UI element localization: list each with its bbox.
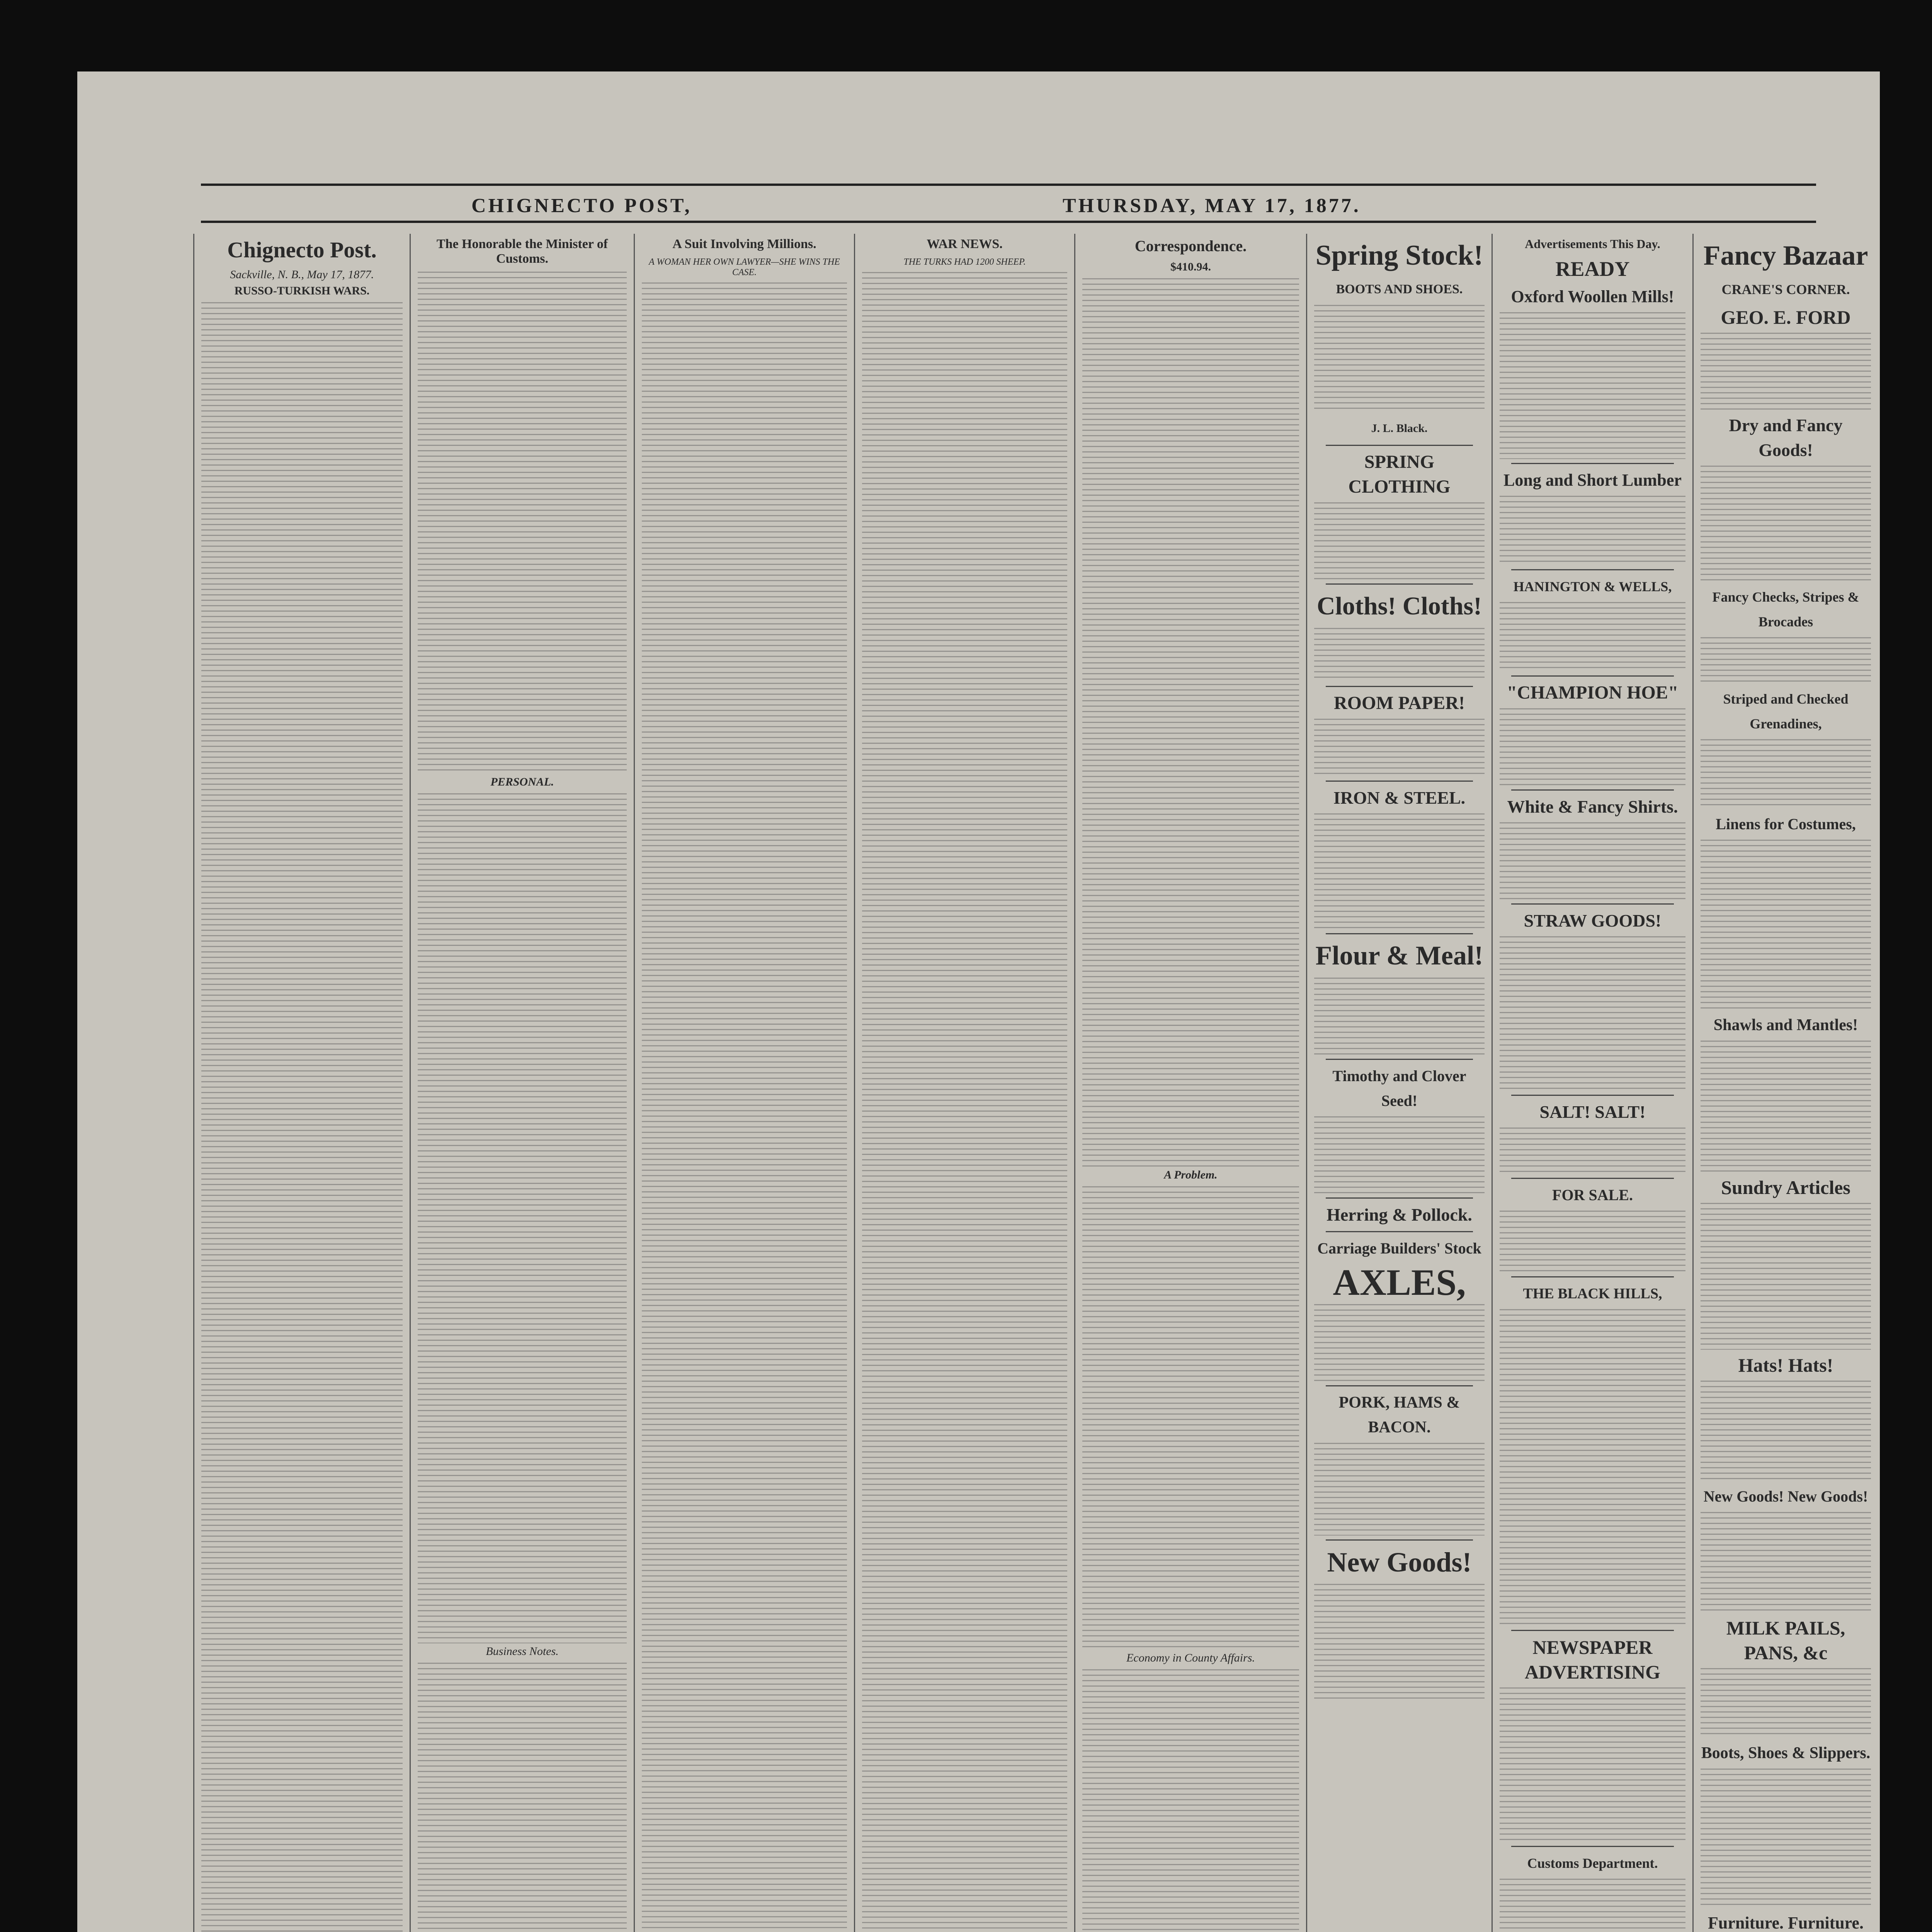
- section-heading: Business Notes.: [486, 1645, 559, 1658]
- ad-text: [1500, 1128, 1685, 1174]
- ad-headline: Sundry Articles: [1721, 1177, 1850, 1198]
- ad-text: [1701, 840, 1871, 1010]
- masthead: [201, 184, 1816, 223]
- ad-headline: STRAW GOODS!: [1524, 911, 1662, 930]
- ad-headline: THE BLACK HILLS,: [1523, 1286, 1662, 1302]
- ad-text: [1314, 813, 1485, 929]
- ad-text: [1701, 1668, 1871, 1738]
- ad-headline: MILK PAILS, PANS, &c: [1726, 1617, 1845, 1663]
- ad-text: [1314, 502, 1485, 580]
- ad-headline: READY: [1555, 257, 1630, 281]
- ad-text: [1701, 637, 1871, 684]
- article-text: [418, 272, 627, 774]
- ad-headline: New Goods! New Goods!: [1703, 1488, 1868, 1505]
- ad-headline: IRON & STEEL.: [1333, 788, 1466, 808]
- column-1: [193, 234, 410, 1932]
- ad-text: [1701, 466, 1871, 582]
- ad-text: [1701, 1769, 1871, 1908]
- ad-headline: Striped and Checked Grenadines,: [1723, 691, 1849, 731]
- ad-seller: GEO. E. FORD: [1721, 306, 1851, 328]
- ad-headline: Herring & Pollock.: [1327, 1205, 1472, 1225]
- article-text: [418, 1663, 627, 1932]
- ad-headline: Long and Short Lumber: [1503, 471, 1682, 490]
- article-subheading: A WOMAN HER OWN LAWYER—SHE WINS THE CASE.: [649, 257, 840, 277]
- ad-headline: Furniture. Furniture.: [1708, 1913, 1864, 1932]
- ad-text: [1500, 708, 1685, 786]
- ad-headline: Cloths! Cloths!: [1316, 592, 1482, 620]
- ad-headline: Fancy Checks, Stripes & Brocades: [1712, 589, 1859, 629]
- article-subheading: THE TURKS HAD 1200 SHEEP.: [903, 257, 1026, 267]
- column-3: [634, 234, 854, 1932]
- article-text: [418, 793, 627, 1643]
- ad-text: [1314, 628, 1485, 682]
- column-4: [854, 234, 1074, 1932]
- paper-title: Chignecto Post.: [227, 237, 377, 262]
- ad-text: [1701, 1041, 1871, 1172]
- article-text: [201, 302, 403, 1932]
- ad-headline: New Goods!: [1327, 1547, 1472, 1578]
- ad-headline: Hats! Hats!: [1738, 1354, 1833, 1376]
- ad-headline: SALT! SALT!: [1539, 1102, 1646, 1122]
- ad-headline: NEWSPAPER ADVERTISING: [1524, 1636, 1661, 1683]
- ad-text: [1701, 1381, 1871, 1481]
- section-heading: Correspondence.: [1134, 237, 1247, 255]
- ad-text: [1500, 496, 1685, 565]
- ad-text: [1500, 1879, 1685, 1929]
- ad-headline: Carriage Builders' Stock: [1317, 1240, 1481, 1257]
- ad-headline: Timothy and Clover Seed!: [1332, 1067, 1466, 1109]
- ad-text: [1314, 1443, 1485, 1536]
- ad-text: [1500, 312, 1685, 459]
- issue-date: THURSDAY, MAY 17, 1877.: [1063, 195, 1361, 217]
- ad-text: [1701, 333, 1871, 410]
- ad-headline: PORK, HAMS & BACON.: [1338, 1394, 1460, 1436]
- ad-headline: Linens for Costumes,: [1716, 815, 1856, 833]
- column-2: [410, 234, 634, 1932]
- column-5: [1074, 234, 1306, 1932]
- ad-text: [1701, 739, 1871, 809]
- ad-headline: "CHAMPION HOE": [1507, 682, 1679, 703]
- ad-headline: Fancy Bazaar: [1703, 240, 1868, 271]
- ad-headline: Boots, Shoes & Slippers.: [1701, 1744, 1871, 1762]
- ad-text: [1701, 1203, 1871, 1350]
- letter-text: [1082, 1669, 1299, 1932]
- article-text: [642, 282, 847, 1932]
- article-text: [862, 272, 1067, 1932]
- paper-name: CHIGNECTO POST,: [471, 195, 692, 217]
- letter-title: A Problem.: [1164, 1168, 1218, 1181]
- ad-text: [1314, 719, 1485, 777]
- column-7-ads: [1492, 234, 1692, 1932]
- letter-text: [1082, 1186, 1299, 1650]
- ad-text: [1314, 305, 1485, 413]
- ad-headline: Customs Department.: [1527, 1855, 1658, 1871]
- ad-text: [1500, 1309, 1685, 1626]
- ad-headline: ROOM PAPER!: [1333, 693, 1465, 713]
- column-6-ads: [1306, 234, 1492, 1932]
- ad-text: [1500, 936, 1685, 1091]
- ad-headline: Spring Stock!: [1315, 240, 1483, 271]
- letter-title: $410.94.: [1170, 260, 1211, 273]
- ad-text: [1500, 1211, 1685, 1272]
- ad-headline: Dry and Fancy Goods!: [1729, 415, 1843, 460]
- article-heading: WAR NEWS.: [927, 237, 1003, 251]
- ad-headline: White & Fancy Shirts.: [1507, 797, 1678, 816]
- ad-text: [1314, 1584, 1485, 1700]
- ad-headline: Shawls and Mantles!: [1713, 1016, 1858, 1034]
- section-heading: PERSONAL.: [490, 776, 554, 788]
- article-heading: RUSSO-TURKISH WARS.: [234, 284, 370, 297]
- ad-headline: HANINGTON & WELLS,: [1513, 579, 1672, 594]
- ad-text: [1701, 1512, 1871, 1612]
- ad-headline: SPRING CLOTHING: [1348, 452, 1451, 497]
- column-8-ads: [1692, 234, 1878, 1932]
- ad-seller: J. L. Black.: [1371, 422, 1428, 435]
- ad-subline: BOOTS AND SHOES.: [1336, 282, 1463, 296]
- ad-text: [1500, 1687, 1685, 1842]
- dateline: Sackville, N. B., May 17, 1877.: [230, 268, 374, 281]
- article-heading: A Suit Involving Millions.: [672, 237, 816, 251]
- ad-text: [1314, 1304, 1485, 1381]
- letter-title: Economy in County Affairs.: [1126, 1651, 1255, 1664]
- ad-text: [1314, 1116, 1485, 1194]
- letter-text: [1082, 278, 1299, 1167]
- ad-headline: Oxford Woollen Mills!: [1511, 287, 1674, 306]
- ad-subline: CRANE'S CORNER.: [1721, 282, 1850, 297]
- ad-text: [1500, 822, 1685, 900]
- ad-text: [1314, 978, 1485, 1055]
- newspaper-page: [77, 71, 1880, 1932]
- ad-headline: FOR SALE.: [1552, 1186, 1633, 1204]
- ad-headline: AXLES,: [1333, 1262, 1466, 1303]
- ad-headline: Flour & Meal!: [1315, 941, 1483, 971]
- section-heading: Advertisements This Day.: [1525, 237, 1660, 251]
- ad-text: [1500, 602, 1685, 672]
- article-heading: The Honorable the Minister of Customs.: [436, 237, 608, 266]
